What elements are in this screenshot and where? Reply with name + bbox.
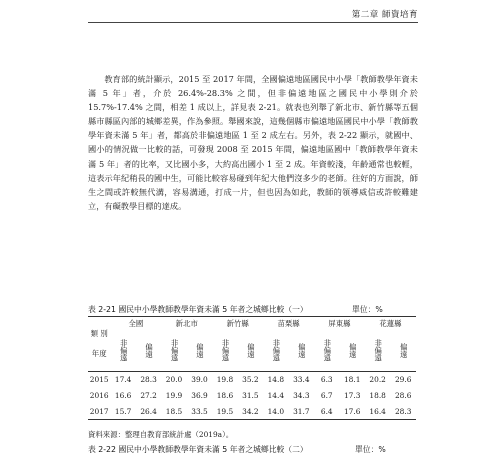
table1-cell: 14.0	[267, 406, 285, 416]
running-header: 第二章 師資培育	[351, 10, 418, 20]
table-row	[88, 372, 416, 388]
table1-cell: 28.3	[394, 406, 412, 416]
table1-subheader: 偏遠	[246, 342, 256, 358]
table1	[88, 316, 416, 420]
table1-corner-bottom: 年度	[91, 349, 107, 358]
table1-cell: 33.4	[293, 375, 310, 385]
table1-subheader: 偏遠	[297, 342, 307, 358]
table1-cell: 35.2	[242, 375, 259, 385]
table-row	[88, 404, 416, 420]
table1-cell: 33.5	[191, 406, 208, 416]
table1-cell: 28.3	[140, 375, 157, 385]
table1-corner	[88, 317, 110, 372]
table1-subheader: 偏遠	[399, 342, 409, 358]
table1-cell: 17.4	[114, 375, 132, 385]
table1-cell: 20.0	[165, 375, 183, 385]
table1-cell: 18.5	[165, 406, 183, 416]
table1-group-header: 新竹縣	[226, 318, 249, 328]
table1-cell: 18.1	[343, 375, 361, 385]
table1-cell: 17.6	[343, 406, 361, 416]
table1-cell: 17.3	[343, 391, 361, 400]
table1-group-header: 全國	[128, 318, 144, 328]
table1-cell: 16.6	[114, 391, 132, 400]
table1-group-header: 苗栗縣	[277, 318, 300, 328]
body-paragraph-block	[88, 72, 418, 213]
table1-year: 2016	[89, 391, 109, 400]
table1-unit: 單位：%	[352, 305, 383, 314]
table1-cell: 16.4	[369, 406, 386, 416]
table-row	[88, 388, 416, 404]
table1-year: 2017	[89, 406, 109, 416]
table1-subheader: 非偏遠	[322, 339, 332, 362]
table1-cell: 6.3	[320, 375, 333, 385]
table1-group-header: 屏東縣	[328, 318, 351, 328]
table1-cell: 26.4	[140, 406, 157, 416]
table1-subheader: 非偏遠	[170, 339, 180, 362]
table1-year: 2015	[89, 375, 109, 385]
table1-subheader: 非偏遠	[271, 339, 281, 362]
table1-group-header: 新北市	[175, 318, 198, 328]
header-rule	[88, 22, 418, 23]
table1-cell: 19.5	[216, 406, 234, 416]
table1-cell: 31.5	[242, 391, 259, 400]
table1-cell: 19.9	[165, 391, 183, 400]
table1-source: 資料來源：整理自教育部統計處（2019a）。	[88, 430, 234, 439]
table1-cell: 14.4	[267, 391, 285, 400]
table1-cell: 34.3	[293, 391, 310, 400]
table1-cell: 39.0	[191, 375, 208, 385]
table1-subheader: 非偏遠	[119, 339, 129, 362]
table1-cell: 6.7	[320, 391, 333, 400]
table1-subheader: 非偏遠	[220, 339, 230, 362]
table1-cell: 15.7	[114, 406, 132, 416]
table1-cell: 29.6	[394, 375, 412, 385]
table1-caption: 表 2-21 國民中小學教師教學年資未滿 5 年者之城鄉比較（一）	[88, 305, 308, 314]
table1-cell: 36.9	[191, 391, 208, 400]
table1-cell: 28.6	[394, 391, 412, 400]
body-paragraph: 教育部的統計顯示，2015 至 2017 年間，全國偏遠地區國民中小學「教師教學年資未滿 5 年」者，介於 26.4%-28.3% 之間，但非偏遠地區之國民中小學則介於 15.7%-17.4% 之間，相差 1 成以上，詳見表 2-21。就表也列舉了新北市、新竹縣等五個縣市縣區內部的城鄉差異，作為參照。舉國來說，這幾個縣市偏遠地區國民中小學「教師教學年資未滿 5 年」者，都高於非偏遠地區 1 至 2 成左右。另外，表 2-22 顯示，就國中、國小的情況做一比較的話，可發現 2008 至 2015 年間，偏遠地區國中「教師教學年資未滿 5 年」者的比率，又比國小多，大約高出國小 1 至 2 成。年資較淺，年齡通常也較輕，這表示年紀稍長的國中生，可能比較容易碰到年紀大他們沒多少的老師。往好的方面說，師生之間或許較無代溝，容易溝通，打成一片，但也因為如此，教師的領導威信或許較難建立，有礙教學目標的達成。	[88, 74, 418, 211]
table2-caption: 表 2-22 國民中小學教師教學年資未滿 5 年者之城鄉比較（二）	[88, 445, 308, 454]
table1-cell: 31.7	[293, 406, 310, 416]
table1-subheader: 偏遠	[195, 342, 205, 358]
table1-subheader-row	[88, 330, 416, 372]
table1-cell: 19.8	[216, 375, 234, 385]
table1-group-header: 花蓮縣	[379, 318, 402, 328]
table1-cell: 18.6	[216, 391, 234, 400]
table1-cell: 34.2	[242, 406, 259, 416]
table1-cell: 18.8	[369, 391, 386, 400]
table1-cell: 27.2	[140, 391, 157, 400]
table1-subheader: 偏遠	[348, 342, 358, 358]
table1-cell: 20.2	[369, 375, 386, 385]
table1-corner-top: 類 別	[90, 329, 108, 338]
table1-subheader: 偏遠	[144, 342, 154, 358]
table1-cell: 14.8	[267, 375, 285, 385]
table1-cell: 6.4	[320, 406, 333, 416]
table1-subheader: 非偏遠	[373, 339, 383, 362]
table2-unit: 單位：%	[355, 445, 386, 454]
